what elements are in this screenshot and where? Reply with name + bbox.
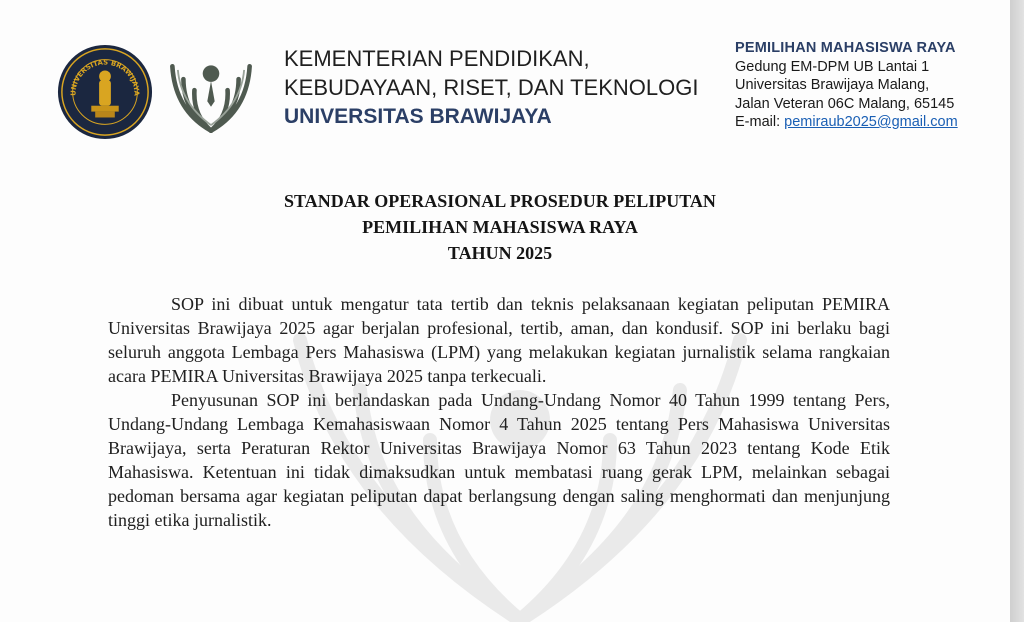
contact-address-line2: Universitas Brawijaya Malang, xyxy=(735,77,930,93)
ministry-name-line1: KEMENTERIAN PENDIDIKAN, xyxy=(284,46,590,71)
title-line3: TAHUN 2025 xyxy=(447,243,553,263)
contact-organization: PEMILIHAN MAHASISWA RAYA xyxy=(735,40,956,56)
body-paragraph-2: Penyusunan SOP ini berlandaskan pada Undang-Undang Nomor 40 Tahun 1999 tentang Pers, Undang-Undang Lembaga Kemahasiswaan Nomor 4 Tahun 2025 tentang Pers Mahasiswa Universitas Brawijaya, serta Peraturan Rektor Universitas Brawijaya Nomor 63 Tahun 2023 tentang Kode Etik Mahasiswa. Ketentuan ini tidak dimaksudkan untuk membatasi ruang gerak LPM, melainkan sebagai pedoman bersama agar kegiatan peliputan dapat berlangsung dengan saling menghormati dan menjunjung tinggi etika jurnalistik. xyxy=(108,390,890,530)
title-line1: STANDAR OPERASIONAL PROSEDUR PELIPUTAN xyxy=(284,191,716,211)
emblem-lettering: UNIVERSITAS BRAWIJAYA xyxy=(69,58,141,96)
email-label: E-mail: xyxy=(735,114,785,130)
contact-address-line3: Jalan Veteran 06C Malang, 65145 xyxy=(735,95,955,112)
letterhead-contact xyxy=(735,39,958,132)
body-paragraph-1: SOP ini dibuat untuk mengatur tata tertib dan teknis pelaksanaan kegiatan peliputan PEMIRA Universitas Brawijaya 2025 agar berjalan profesional, tertib, aman, dan kondusif. SOP ini berlaku bagi seluruh anggota Lembaga Pers Mahasiswa (LPM) yang melakukan kegiatan jurnalistik selama rangkaian acara PEMIRA Universitas Brawijaya 2025 tanpa terkecuali. xyxy=(108,294,890,386)
letterhead-institution xyxy=(284,44,698,131)
title-line2: PEMILIHAN MAHASISWA RAYA xyxy=(362,217,638,237)
document-body xyxy=(108,292,890,532)
university-name: UNIVERSITAS BRAWIJAYA xyxy=(284,105,552,128)
email-link[interactable]: pemiraub2025@gmail.com xyxy=(784,114,958,130)
phoenix-logo xyxy=(165,44,257,140)
contact-email-row xyxy=(735,113,958,132)
document-title xyxy=(0,188,1000,266)
page-edge-shadow xyxy=(1010,0,1024,622)
contact-address-line1: Gedung EM-DPM UB Lantai 1 xyxy=(735,58,930,75)
ministry-name-line2: KEBUDAYAAN, RISET, DAN TEKNOLOGI xyxy=(284,75,699,100)
university-emblem-logo xyxy=(56,43,154,141)
